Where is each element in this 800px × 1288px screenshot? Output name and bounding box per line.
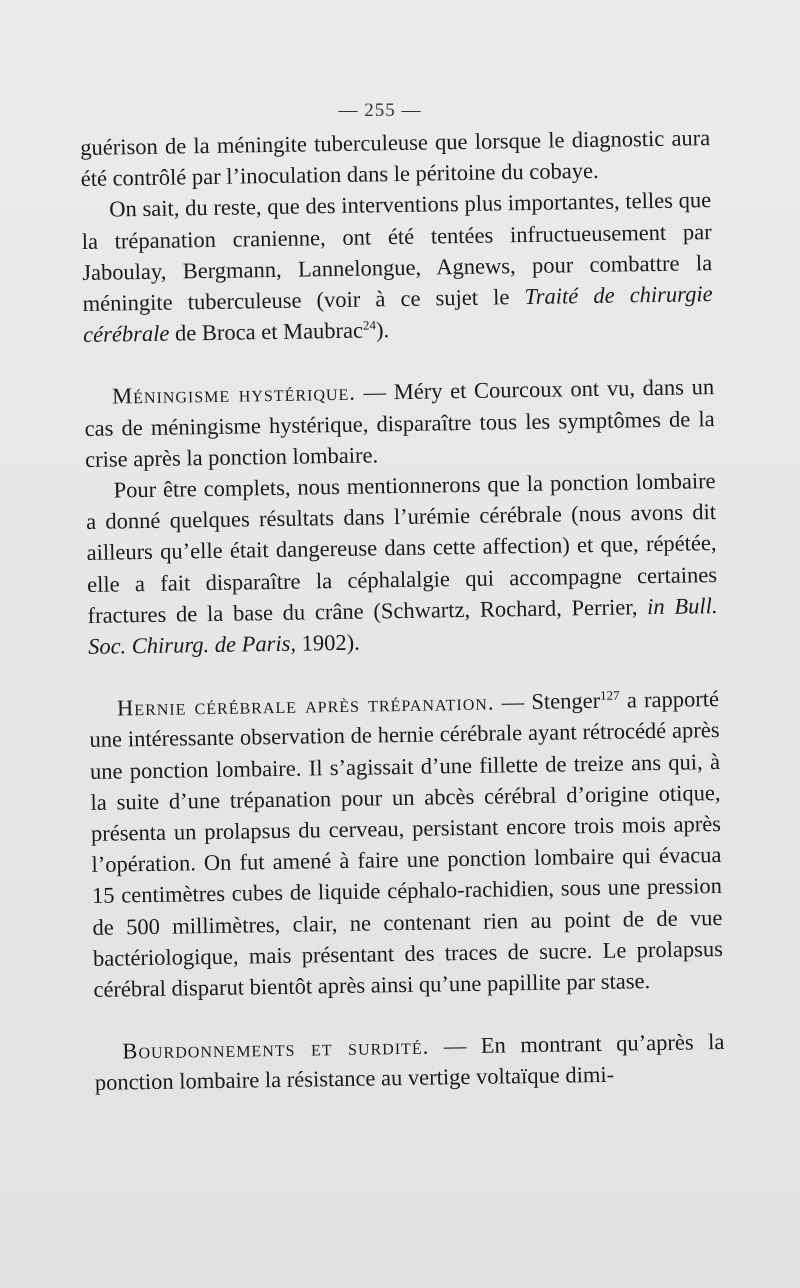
section-meningisme [84,371,715,474]
paragraph-text: a rapporté une intéressante observation de hernie cérébrale ayant rétrocédé après une ponction lombaire. Il s’agissait d’une fillette de treize ans qui, à la suite d’une trépanation pour un abcès cérébral d’origine otique, présenta un prolapsus du cerveau, persistant encore trois mois après l’opération. On fut amené à faire une ponction lombaire qui évacua 15 centimètres cubes de liquide céphalo-rachidien, sous une pression de 500 millimètres, clair, ne contenant rien au point de de vue bactériologique, mais présentant des traces de sucre. Le prolapsus cérébral disparut bientôt après ainsi qu’une papillite par stase. [89,686,724,1002]
paragraph-text: 1902). [295,629,360,656]
page-number: — 255 — [338,100,422,121]
paragraph-continuation [80,122,711,194]
section-hernie [89,683,724,1005]
paragraph-uremie [85,465,718,662]
footnote-ref: 24 [362,317,377,333]
section-heading: Méningisme hystérique. [111,380,357,409]
paragraph-text: ). [375,317,390,343]
paragraph-text: de Broca et Maubrac [169,317,364,346]
section-bourdonnements [94,1026,725,1098]
section-heading: Bourdonnements et surdité. [122,1033,430,1064]
paragraph-text: guérison de la méningite tuberculeuse que lorsque le diagnostic aura été contrôlé par l’inoculation dans le péritoine du cobaye. [80,125,711,192]
paragraph-text: — Stenger [494,688,601,715]
footnote-ref: 127 [599,687,620,704]
paragraph-text: — Méry et Courcoux ont vu, dans un cas de méningisme hystérique, disparaître tous les symptômes de la crise après la ponction lombaire. [84,374,715,472]
body-text [80,122,725,1098]
paragraph-interventions [81,185,713,351]
section-heading: Hernie cérébrale après trépanation. [116,689,495,721]
book-title: Traité de chirurgie cérébrale [82,281,713,348]
paragraph-text: Pour être complets, nous mentionnerons que la ponction lombaire a donné quelques résultats dans l’urémie cérébrale (nous avons dit ailleurs qu’elle était dangereuse dans cette affection) et que, répétée, elle a fait disparaître la céphalalgie qui accompagne certaines fractures de la base du crâne (Schwartz, Rochard, Perrier, [85,468,718,628]
paragraph-text: — En montrant qu’après la ponction lombaire la résistance au vertige voltaïque dimi- [94,1029,725,1096]
journal-reference: in Bull. Soc. Chirurg. de Paris, [87,592,718,659]
paragraph-text: On sait, du reste, que des interventions plus importantes, telles que la trépanation cranienne, ont été tentées infructueusement par Jaboulay, Bergmann, Lannelongue, Agnews, pour combattre la méningite tuberculeuse (voir à ce sujet le [81,187,713,316]
